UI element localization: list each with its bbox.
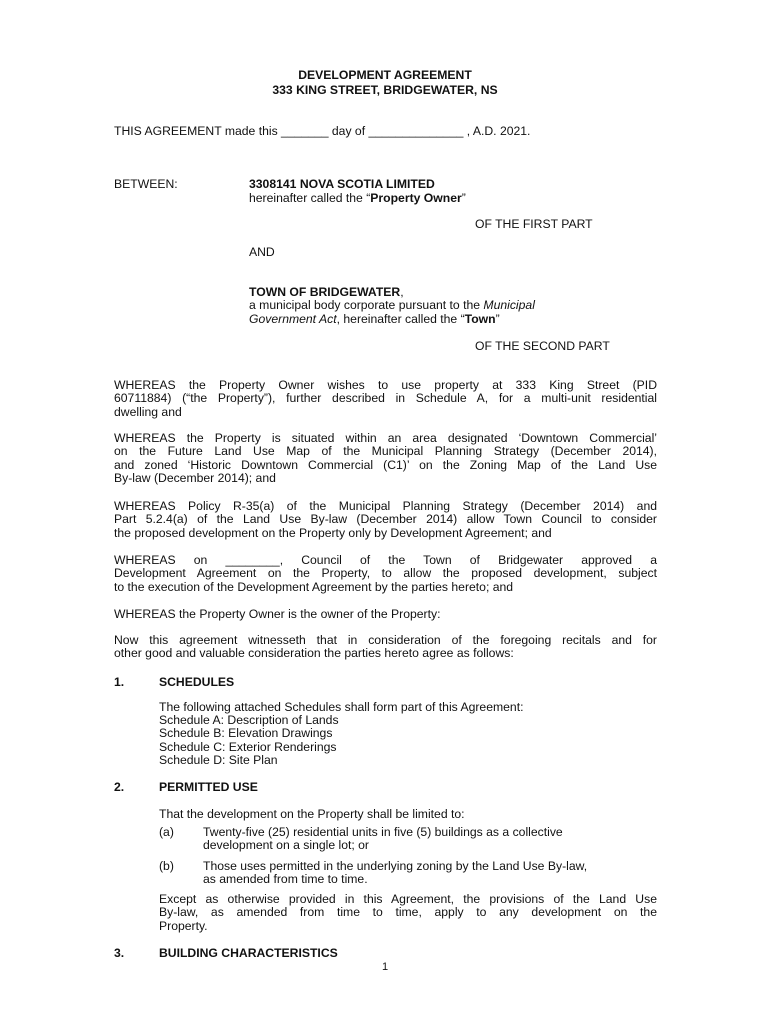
section-2-heading: PERMITTED USE xyxy=(159,780,258,794)
section-1-heading: SCHEDULES xyxy=(159,675,235,689)
list-item-label-b: (b) xyxy=(159,859,174,873)
section-2-intro: That the development on the Property shall be limited to: xyxy=(159,807,465,821)
second-party-description-1: a municipal body corporate pursuant to the Municipal xyxy=(249,298,535,312)
between-label: BETWEEN: xyxy=(114,177,178,191)
witnesseth-paragraph: Now this agreement witnesseth that in consideration of the foregoing recitals and for other good and valuable consideration the parties hereto agree as follows: xyxy=(114,633,657,661)
document-title: DEVELOPMENT AGREEMENT xyxy=(298,68,472,82)
section-3-heading: BUILDING CHARACTERISTICS xyxy=(159,946,338,960)
schedule-item: Schedule B: Elevation Drawings xyxy=(159,726,333,740)
section-3-number: 3. xyxy=(114,946,125,960)
whereas-paragraph-4: WHEREAS on ________, Council of the Town of Bridgewater approved a Development Agreement on the Property, to allow the proposed development, subject to the execution of the Development Agreement by the parties hereto; and xyxy=(114,553,657,594)
first-party-description: hereinafter called the “Property Owner” xyxy=(249,191,466,205)
whereas-paragraph-1: WHEREAS the Property Owner wishes to use property at 333 King Street (PID 60711884) (“the Property”), further described in Schedule A, for a multi-unit residential dwelling and xyxy=(114,378,657,419)
agreement-date-line: THIS AGREEMENT made this _______ day of ______________ , A.D. 2021. xyxy=(114,124,531,138)
list-item-label-a: (a) xyxy=(159,825,174,839)
schedule-item: Schedule A: Description of Lands xyxy=(159,713,339,727)
list-item-b-line-1: Those uses permitted in the underlying zoning by the Land Use By-law, xyxy=(203,859,588,873)
section-1-intro: The following attached Schedules shall form part of this Agreement: xyxy=(159,700,524,714)
document-subtitle: 333 KING STREET, BRIDGEWATER, NS xyxy=(272,83,498,97)
list-item-a-line-2: development on a single lot; or xyxy=(203,838,369,852)
first-party-name: 3308141 NOVA SCOTIA LIMITED xyxy=(249,177,435,191)
whereas-paragraph-5: WHEREAS the Property Owner is the owner of the Property: xyxy=(114,607,441,621)
second-part-label: OF THE SECOND PART xyxy=(475,339,610,353)
and-label: AND xyxy=(249,245,275,259)
section-1-number: 1. xyxy=(114,675,125,689)
whereas-paragraph-2: WHEREAS the Property is situated within an area designated ‘Downtown Commercial’ on the Future Land Use Map of the Municipal Planning Strategy (December 2014), and zoned ‘Historic Downtown Commercial (C1)’ on the Zoning Map of the Land Use By-law (December 2014); and xyxy=(114,431,657,486)
whereas-paragraph-3: WHEREAS Policy R-35(a) of the Municipal Planning Strategy (December 2014) and Part 5.2.4(a) of the Land Use By-law (December 2014) allow Town Council to consider the proposed development on the Property only by Development Agreement; and xyxy=(114,499,657,540)
schedule-item: Schedule C: Exterior Renderings xyxy=(159,740,337,754)
list-item-a-line-1: Twenty-five (25) residential units in five (5) buildings as a collective xyxy=(203,825,563,839)
list-item-b-line-2: as amended from time to time. xyxy=(203,872,368,886)
first-part-label: OF THE FIRST PART xyxy=(475,217,593,231)
schedule-item: Schedule D: Site Plan xyxy=(159,753,278,767)
section-2-number: 2. xyxy=(114,780,125,794)
second-party-name: TOWN OF BRIDGEWATER, xyxy=(249,285,404,299)
second-party-description-2: Government Act, hereinafter called the “Town” xyxy=(249,312,500,326)
page-number: 1 xyxy=(381,961,389,973)
section-2-closing: Except as otherwise provided in this Agreement, the provisions of the Land Use By-law, as amended from time to time, apply to any development on the Property. xyxy=(159,892,657,933)
